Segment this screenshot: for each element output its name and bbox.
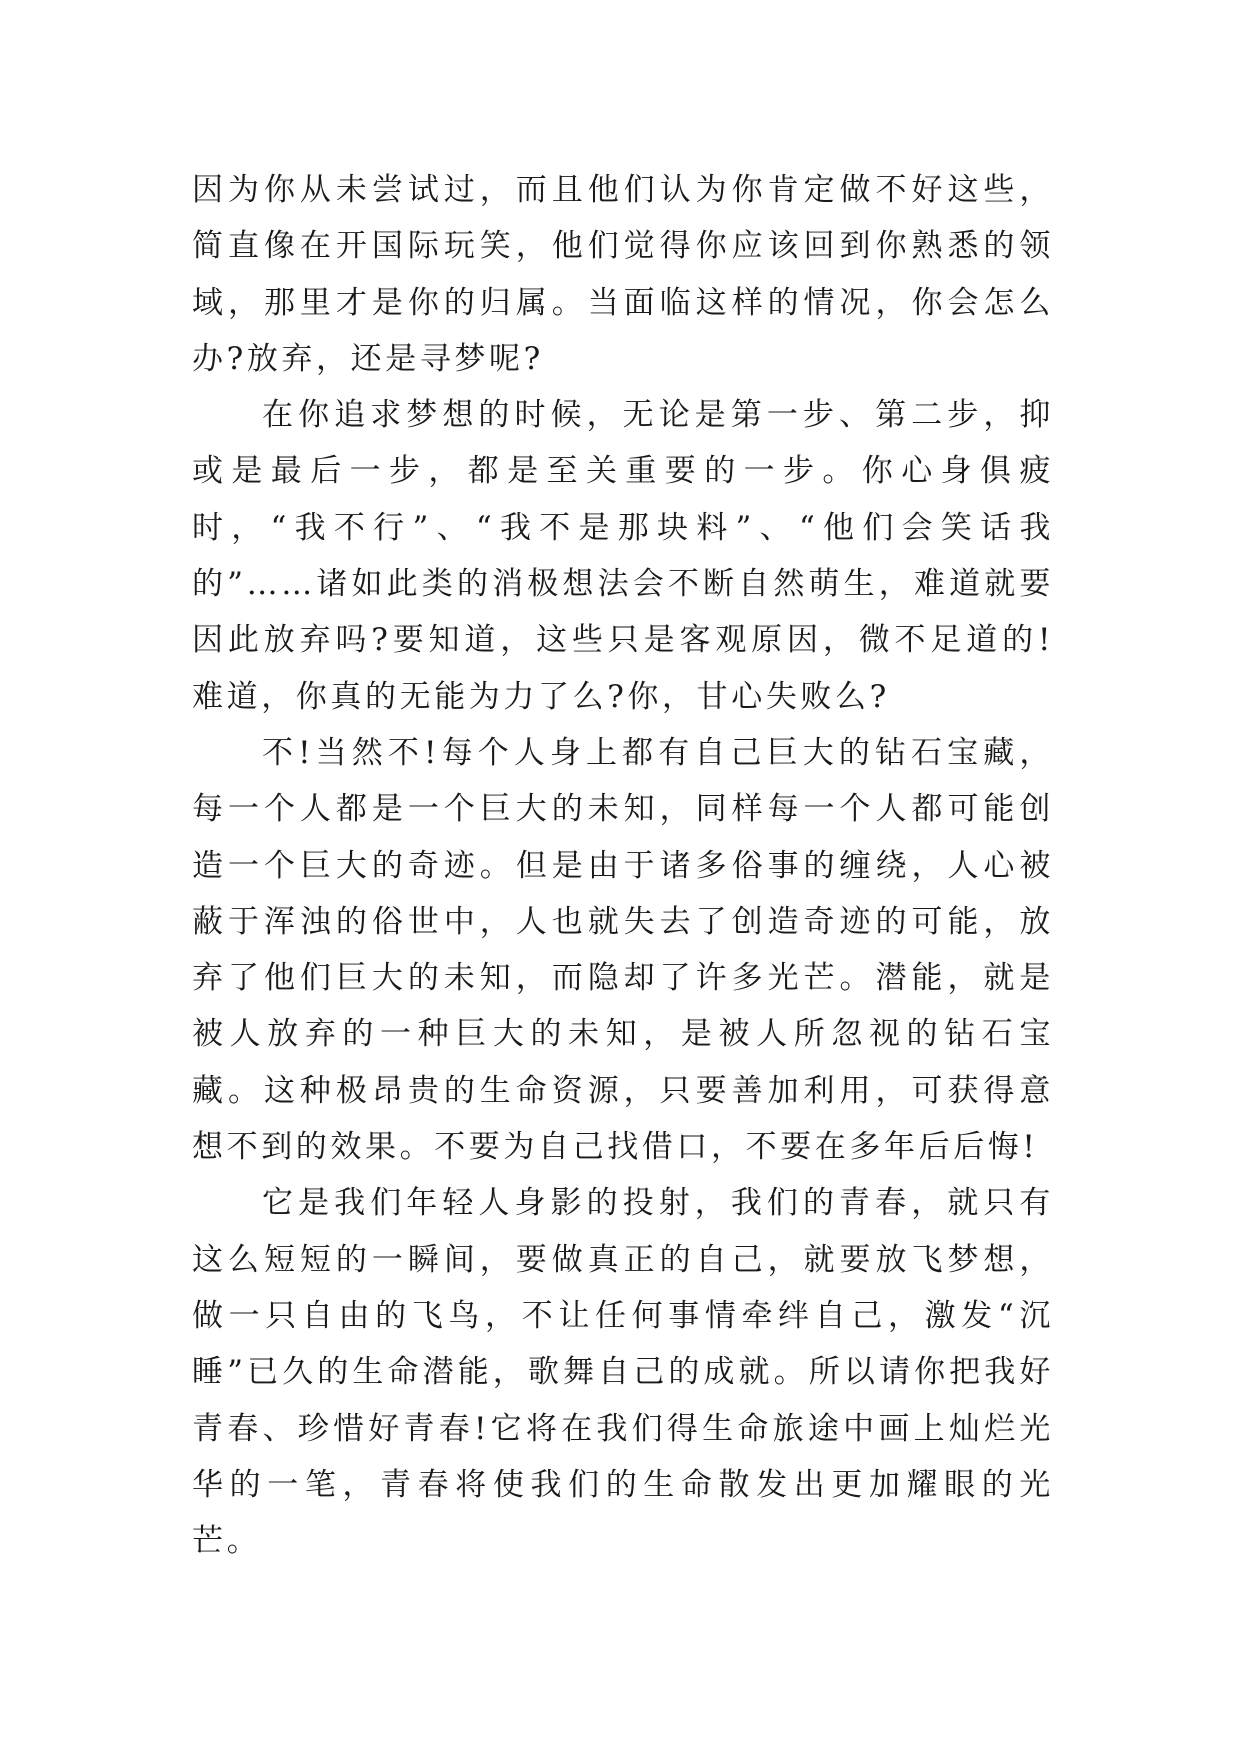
paragraph-youth: 它是我们年轻人身影的投射，我们的青春，就只有这么短短的一瞬间，要做真正的自己，就要放飞梦想，做一只自由的飞鸟，不让任何事情牵绊自己，激发“沉睡”已久的生命潜能，歌舞自己的成就。所以请你把我好青春、珍惜好青春!它将在我们得生命旅途中画上灿烂光华的一笔，青春将使我们的生命散发出更加耀眼的光芒。 [192, 1185, 1054, 1560]
paragraph-continuation: 因为你从未尝试过，而且他们认为你肯定做不好这些，简直像在开国际玩笑，他们觉得你应该回到你熟悉的领域，那里才是你的归属。当面临这样的情况，你会怎么办?放弃，还是寻梦呢? [192, 172, 1054, 377]
paragraph-hidden-potential: 不!当然不!每个人身上都有自己巨大的钻石宝藏，每一个人都是一个巨大的未知，同样每一个人都可能创造一个巨大的奇迹。但是由于诸多俗事的缠绕，人心被蔽于浑浊的俗世中，人也就失去了创造奇迹的可能，放弃了他们巨大的未知，而隐却了许多光芒。潜能，就是被人放弃的一种巨大的未知，是被人所忽视的钻石宝藏。这种极昂贵的生命资源，只要善加利用，可获得意想不到的效果。不要为自己找借口，不要在多年后后悔! [192, 734, 1054, 1166]
document-body [192, 162, 1054, 1569]
paragraph-pursuing-dreams: 在你追求梦想的时候，无论是第一步、第二步，抑或是最后一步，都是至关重要的一步。你心身俱疲时，“我不行”、“我不是那块料”、“他们会笑话我的”……诸如此类的消极想法会不断自然萌生，难道就要因此放弃吗?要知道，这些只是客观原因，微不足道的!难道，你真的无能为力了么?你，甘心失败么? [192, 397, 1054, 715]
